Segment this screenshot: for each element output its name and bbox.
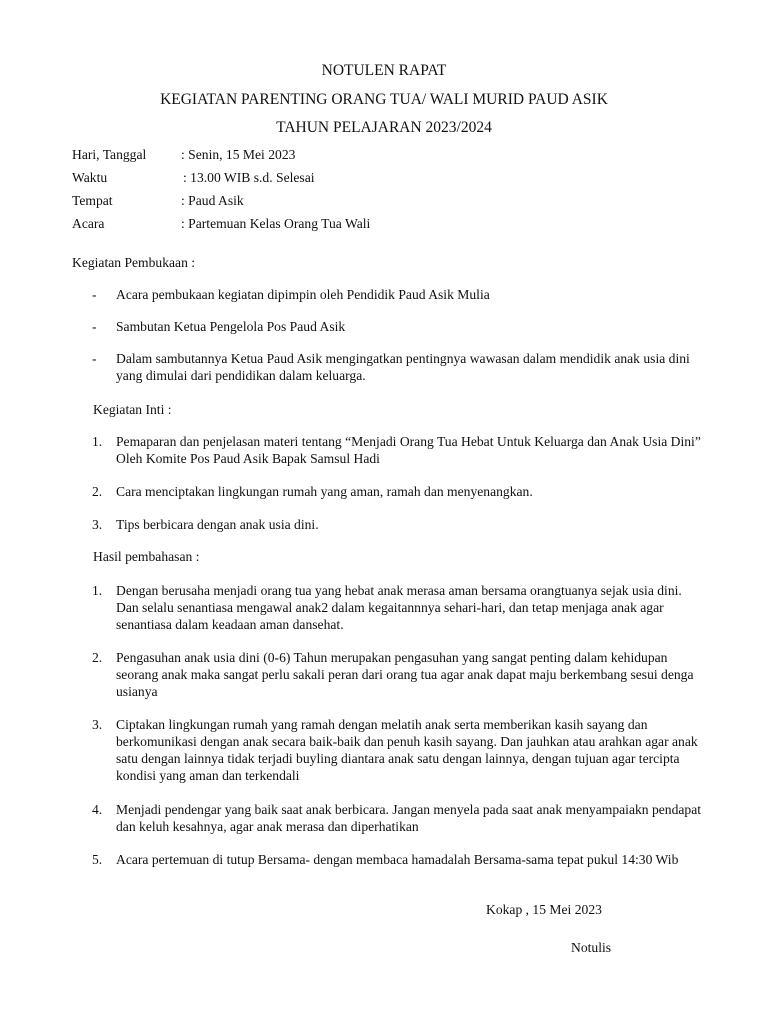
info-value: : 13.00 WIB s.d. Selesai xyxy=(183,170,315,185)
info-value: : Paud Asik xyxy=(181,193,244,208)
section-heading-core: Kegiatan Inti : xyxy=(93,402,172,417)
list-item-text: Tips berbicara dengan anak usia dini. xyxy=(116,517,319,532)
meeting-info xyxy=(72,146,672,238)
list-item-text: Acara pembukaan kegiatan dipimpin oleh Pendidik Paud Asik Mulia xyxy=(116,287,490,302)
signature-role: Notulis xyxy=(571,940,612,955)
list-number: 1. xyxy=(92,434,103,449)
list-number: 3. xyxy=(92,517,103,532)
list-item-text: Menjadi pendengar yang baik saat anak berbicara. Jangan menyela pada saat anak menyampaiakn pendapat dan keluh kesahnya, agar anak merasa dan diperhatikan xyxy=(116,802,702,834)
document-year: TAHUN PELAJARAN 2023/2024 xyxy=(276,119,492,136)
list-item-text: Ciptakan lingkungan rumah yang ramah dengan melatih anak serta memberikan kasih sayang dan berkomunikasi dengan anak secara baik-baik dan penuh kasih sayang. Dan jauhkan atau arahkan agar anak satu dengan lainnya tidak terjadi buyling diantara anak satu dengan lainnya, dengan tujuan agar tercipta kondisi yang aman dan terkendali xyxy=(116,717,698,783)
bullet-mark: - xyxy=(92,351,97,366)
list-number: 2. xyxy=(92,484,103,499)
info-row-time xyxy=(72,169,672,192)
info-label: Acara xyxy=(72,216,105,231)
section-heading-opening: Kegiatan Pembukaan : xyxy=(72,255,196,270)
info-row-place xyxy=(72,192,672,215)
list-number: 4. xyxy=(92,802,103,817)
list-number: 2. xyxy=(92,650,103,665)
signature-place-date: Kokap , 15 Mei 2023 xyxy=(486,902,602,917)
info-label: Hari, Tanggal xyxy=(72,147,147,162)
document-title: NOTULEN RAPAT xyxy=(321,62,447,79)
list-item-text: Pengasuhan anak usia dini (0-6) Tahun merupakan pengasuhan yang sangat penting dalam kehidupan seorang anak maka sangat perlu sakali peran dari orang tua agar anak dapat maju berkembang sesui denga usianya xyxy=(116,650,694,699)
info-label: Waktu xyxy=(72,170,108,185)
list-item-text: Acara pertemuan di tutup Bersama- dengan membaca hamadalah Bersama-sama tepat pukul 14:30 Wib xyxy=(116,852,679,867)
bullet-mark: - xyxy=(92,287,97,302)
info-value: : Senin, 15 Mei 2023 xyxy=(181,147,296,162)
list-item-text: Pemaparan dan penjelasan materi tentang “Menjadi Orang Tua Hebat Untuk Keluarga dan Anak Usia Dini” Oleh Komite Pos Paud Asik Bapak Samsul Hadi xyxy=(116,434,701,466)
list-item-text: Dengan berusaha menjadi orang tua yang hebat anak merasa aman bersama orangtuanya sejak usia dini. Dan selalu senantiasa mengawal anak2 dalam kegaitannnya sehari-hari, dan tetap menjaga anak agar senantiasa dalam keadaan aman dansehat. xyxy=(116,583,682,632)
info-row-agenda xyxy=(72,215,672,238)
list-item-text: Cara menciptakan lingkungan rumah yang aman, ramah dan menyenangkan. xyxy=(116,484,533,499)
info-value: : Partemuan Kelas Orang Tua Wali xyxy=(181,216,371,231)
list-number: 1. xyxy=(92,583,103,598)
bullet-mark: - xyxy=(92,319,97,334)
section-heading-results: Hasil pembahasan : xyxy=(93,549,200,564)
info-row-date xyxy=(72,146,672,169)
list-number: 5. xyxy=(92,852,103,867)
list-item-text: Sambutan Ketua Pengelola Pos Paud Asik xyxy=(116,319,346,334)
info-label: Tempat xyxy=(72,193,113,208)
list-number: 3. xyxy=(92,717,103,732)
document-subtitle: KEGIATAN PARENTING ORANG TUA/ WALI MURID PAUD ASIK xyxy=(160,91,608,108)
list-item-text: Dalam sambutannya Ketua Paud Asik mengingatkan pentingnya wawasan dalam mendidik anak usia dini yang dimulai dari pendidikan dalam keluarga. xyxy=(116,351,690,383)
